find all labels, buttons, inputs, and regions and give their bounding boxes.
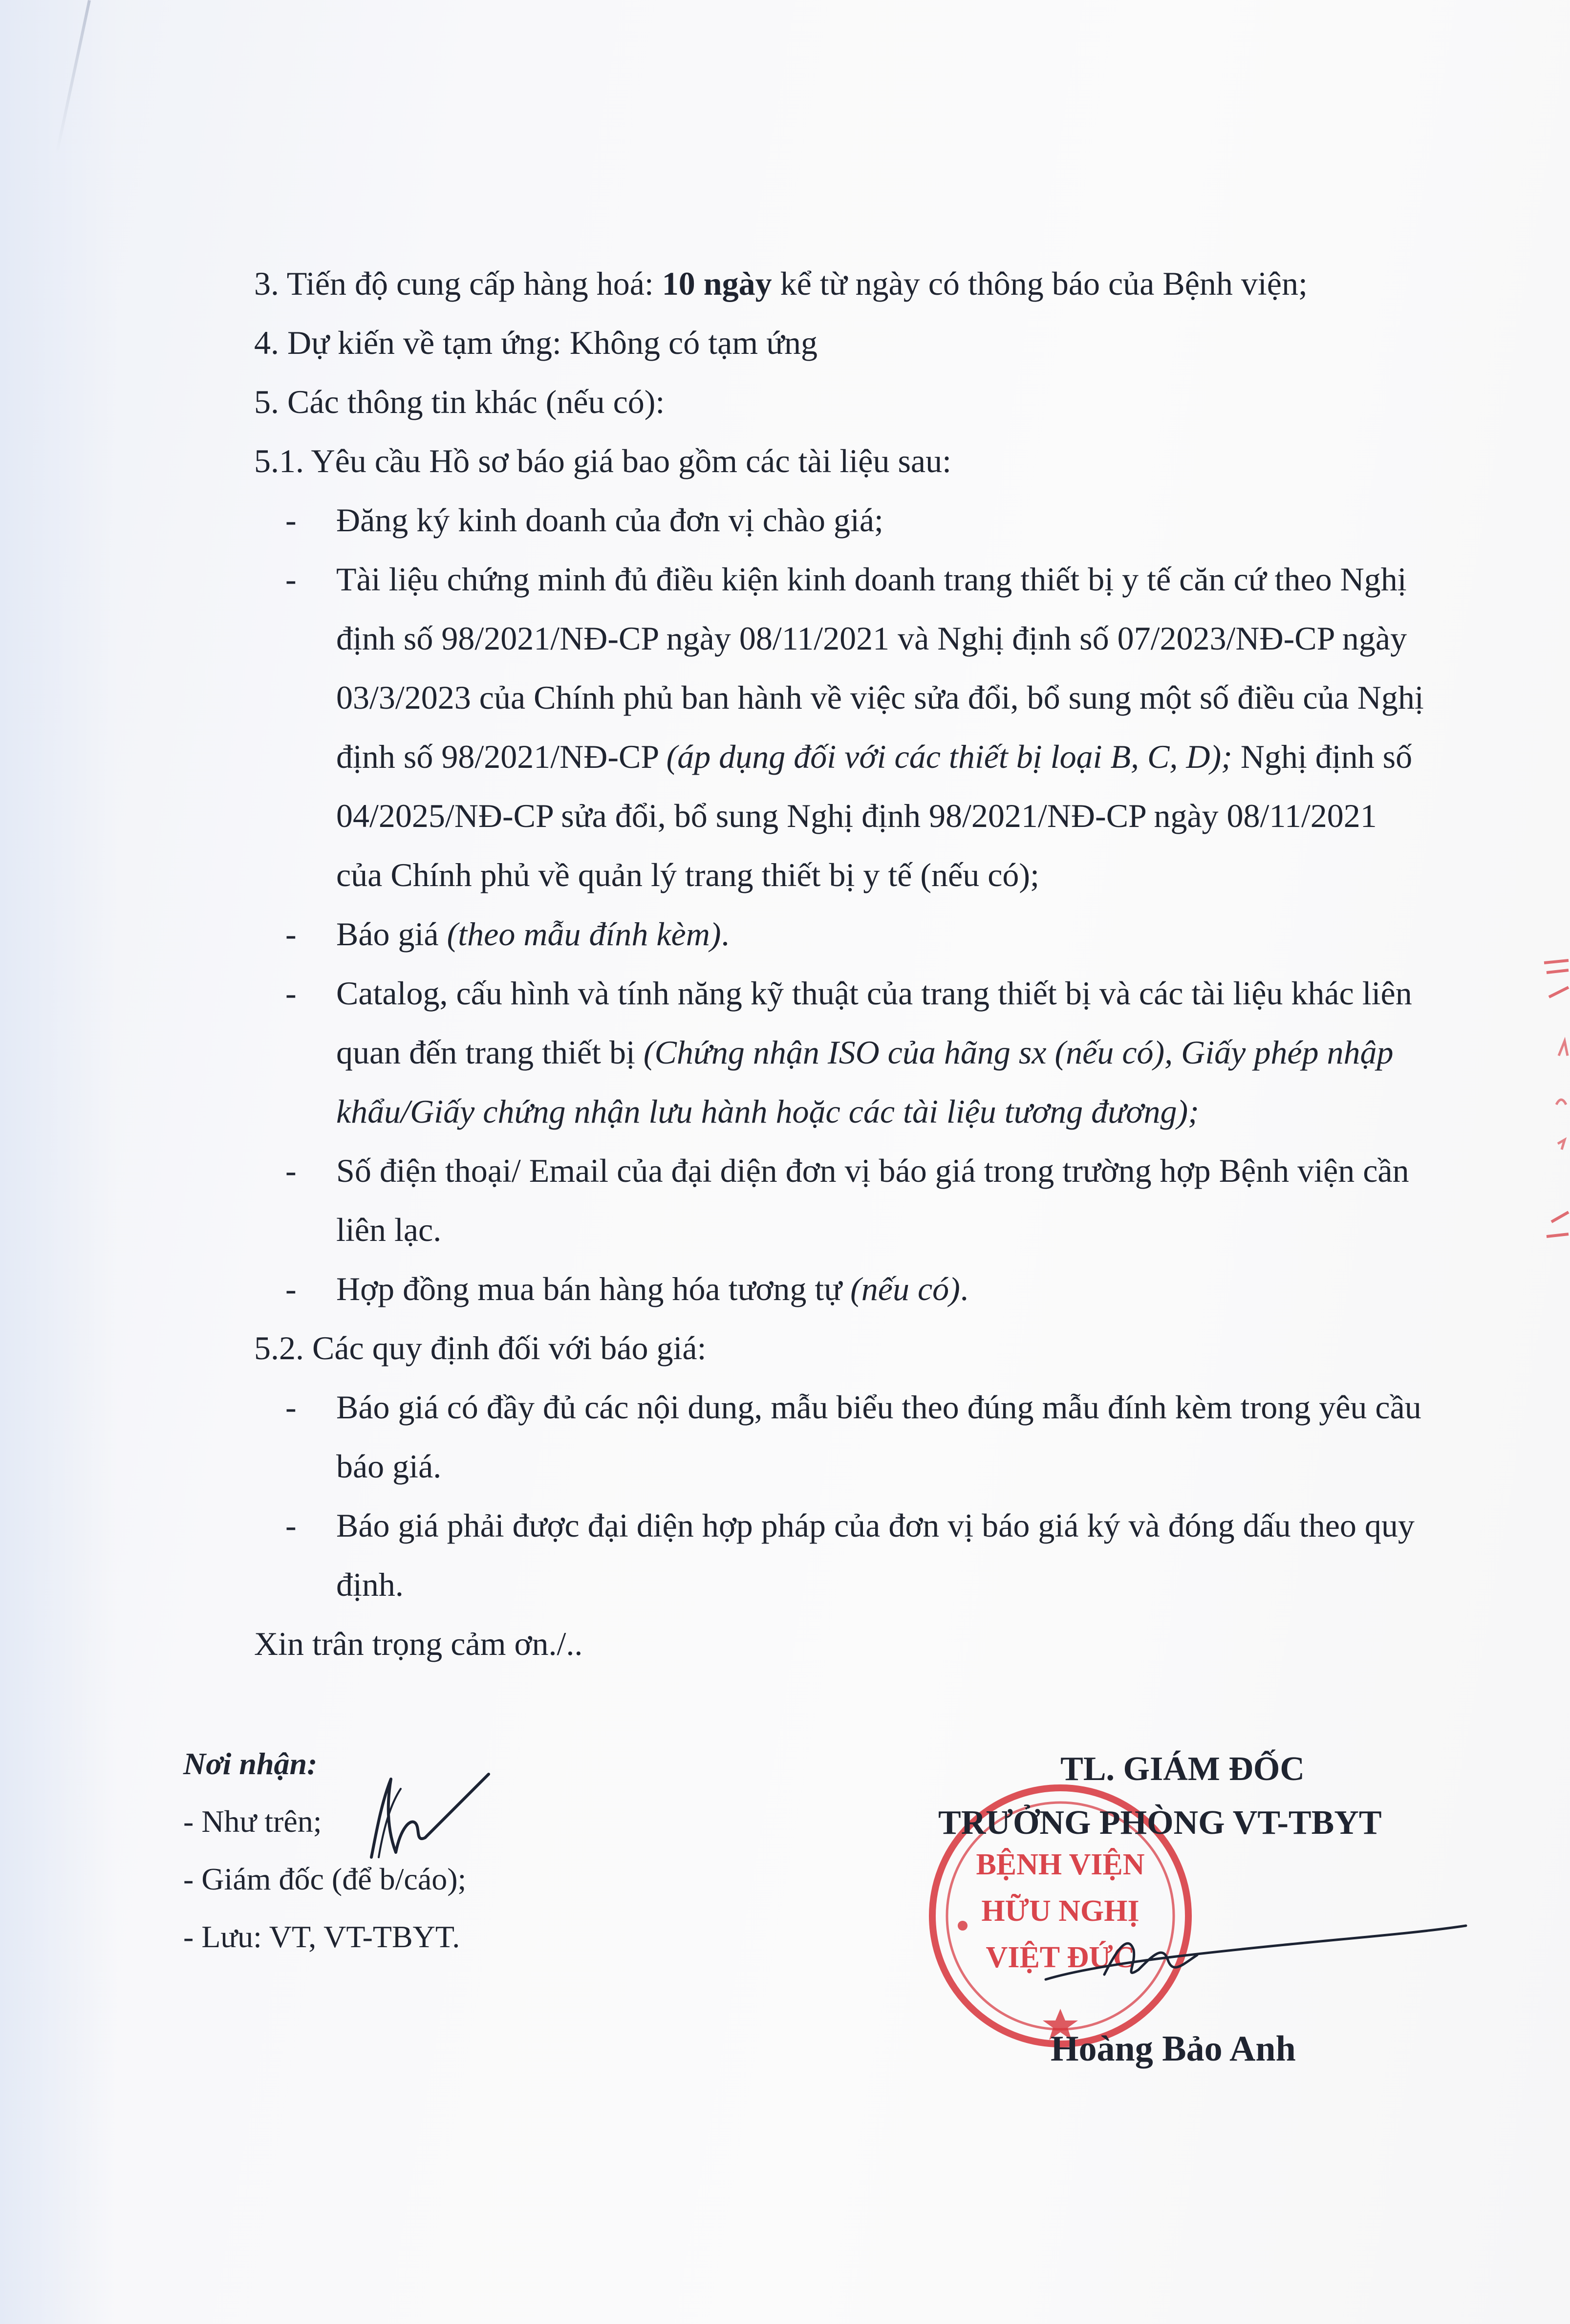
- list-item: - Đăng ký kinh doanh của đơn vị chào giá;: [285, 501, 883, 539]
- next-page-stamp-edge: [1539, 958, 1570, 1251]
- list-item: - Báo giá có đầy đủ các nội dung, mẫu biểu theo đúng mẫu đính kèm trong yêu cầu báo giá.: [285, 1389, 1421, 1485]
- director-signature: [1036, 1916, 1476, 2014]
- delivery-days: 10 ngày: [662, 265, 772, 302]
- section-5-1: 5.1. Yêu cầu Hồ sơ báo giá bao gồm các tài liệu sau:: [254, 442, 952, 479]
- list-item: - Số điện thoại/ Email của đại diện đơn vị báo giá trong trường hợp Bệnh viện cần liên lạc.: [285, 1152, 1409, 1248]
- list-item: - Báo giá phải được đại diện hợp pháp của đơn vị báo giá ký và đóng dấu theo quy định.: [285, 1507, 1415, 1603]
- document-body: [254, 254, 1427, 1673]
- section-4: 4. Dự kiến về tạm ứng: Không có tạm ứng: [254, 324, 818, 361]
- list-item: - Catalog, cấu hình và tính năng kỹ thuật của trang thiết bị và các tài liệu khác liên quan đến trang thiết bị (Chứng nhận ISO của hãng sx (nếu có), Giấy phép nhập khẩu/Giấy chứng nhận lưu hành hoặc các tài liệu tương đương);: [285, 975, 1412, 1130]
- recipients-title: Nơi nhận:: [183, 1746, 318, 1781]
- list-item: - Báo giá (theo mẫu đính kèm).: [285, 915, 730, 953]
- list-item: - Tài liệu chứng minh đủ điều kiện kinh doanh trang thiết bị y tế căn cứ theo Nghị định số 98/2021/NĐ-CP ngày 08/11/2021 và Nghị định số 07/2023/NĐ-CP ngày 03/3/2023 của Chính phủ ban hành về việc sửa đổi, bổ sung một số điều của Nghị định số 98/2021/NĐ-CP (áp dụng đối với các thiết bị loại B, C, D); Nghị định số 04/2025/NĐ-CP sửa đổi, bổ sung Nghị định 98/2021/NĐ-CP ngày 08/11/2021 của Chính phủ về quản lý trang thiết bị y tế (nếu có);: [285, 561, 1424, 893]
- section-3: 3. Tiến độ cung cấp hàng hoá: 10 ngày kể từ ngày có thông báo của Bệnh viện;: [254, 265, 1308, 302]
- stamp-line-3: VIỆT ĐỨC: [986, 1941, 1135, 1974]
- initials-signature: [342, 1759, 498, 1867]
- signature-block: [938, 1742, 1427, 1850]
- stamp-line-1: BỆNH VIỆN: [976, 1848, 1145, 1881]
- stamp-line-2: HỮU NGHỊ: [981, 1894, 1140, 1928]
- recipient-item: - Giám đốc (để b/cáo);: [183, 1862, 467, 1896]
- page-shadow: [0, 0, 117, 2324]
- recipient-item: - Lưu: VT, VT-TBYT.: [183, 1919, 460, 1954]
- signer-name: Hoàng Bảo Anh: [1051, 2029, 1296, 2069]
- signer-authority: TL. GIÁM ĐỐC: [1060, 1750, 1305, 1788]
- section-5-2: 5.2. Các quy định đối với báo giá:: [254, 1329, 707, 1367]
- signer-title: TRƯỞNG PHÒNG VT-TBYT: [938, 1804, 1382, 1842]
- list-item: - Hợp đồng mua bán hàng hóa tương tự (nếu có).: [285, 1270, 968, 1307]
- section-5: 5. Các thông tin khác (nếu có):: [254, 383, 665, 420]
- closing-line: Xin trân trọng cảm ơn./..: [254, 1625, 583, 1662]
- recipient-item: - Như trên;: [183, 1804, 322, 1839]
